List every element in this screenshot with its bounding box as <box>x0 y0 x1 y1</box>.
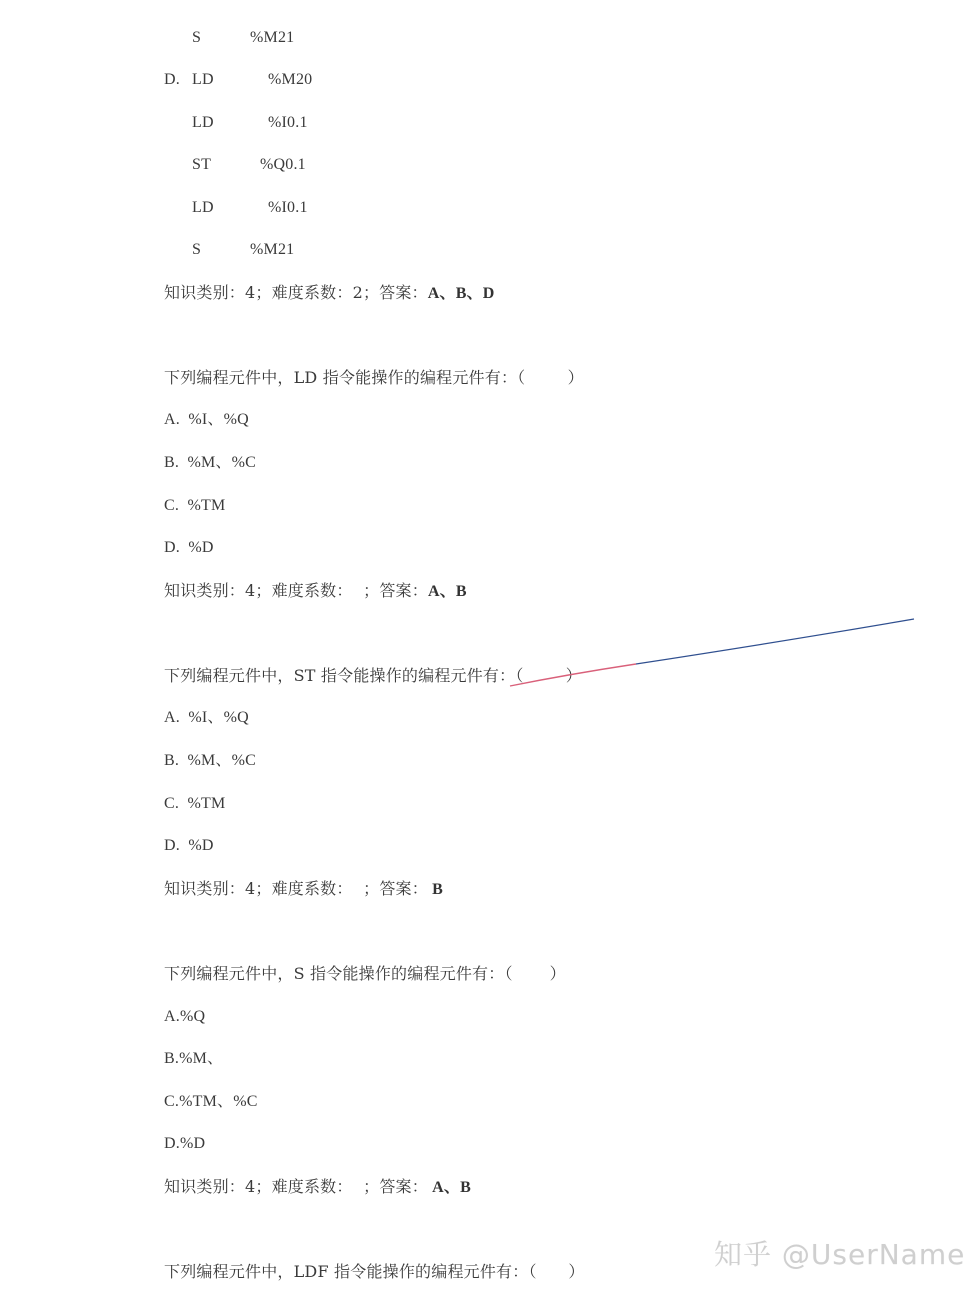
question-stem: 下列编程元件中，S 指令能操作的编程元件有：（ ） <box>164 964 566 983</box>
watermark: 知乎 @UserName <box>714 1238 966 1271</box>
option-b: B. %M、%C <box>164 752 257 769</box>
question-stem: 下列编程元件中，LDF 指令能操作的编程元件有：（ ） <box>164 1262 585 1281</box>
option-c: C.%TM、%C <box>164 1093 258 1110</box>
code-line: D. LD %M20 <box>164 71 313 88</box>
code-line: S %M21 <box>192 29 295 46</box>
option-d: D. %D <box>164 837 214 854</box>
question-stem: 下列编程元件中，LD 指令能操作的编程元件有：（ ） <box>164 368 584 387</box>
answer: A、B <box>427 583 467 600</box>
code-line: S %M21 <box>192 241 295 258</box>
option-c: C. %TM <box>164 795 226 812</box>
option-a: A. %I、%Q <box>164 411 249 428</box>
option-b: B.%M、 <box>164 1050 224 1067</box>
question-meta: 知识类别：4；难度系数： ；答案：A、B <box>164 581 467 600</box>
code-line: LD %I0.1 <box>192 199 308 216</box>
answer: B <box>427 881 444 898</box>
option-a: A. %I、%Q <box>164 709 249 726</box>
question-meta: 知识类别：4；难度系数： ；答案： B <box>164 879 444 898</box>
option-a: A.%Q <box>164 1008 206 1025</box>
option-c: C. %TM <box>164 497 226 514</box>
code-line: ST %Q0.1 <box>192 156 306 173</box>
question-meta: 知识类别：4；难度系数：2；答案：A、B、D <box>164 283 495 302</box>
question-stem: 下列编程元件中，ST 指令能操作的编程元件有：（ ） <box>164 666 583 685</box>
option-d: D.%D <box>164 1135 206 1152</box>
option-d: D. %D <box>164 539 214 556</box>
question-meta: 知识类别：4；难度系数： ；答案： A、B <box>164 1177 471 1196</box>
code-line: LD %I0.1 <box>192 114 308 131</box>
option-b: B. %M、%C <box>164 454 257 471</box>
answer: A、B、D <box>427 285 495 302</box>
answer: A、B <box>427 1179 471 1196</box>
